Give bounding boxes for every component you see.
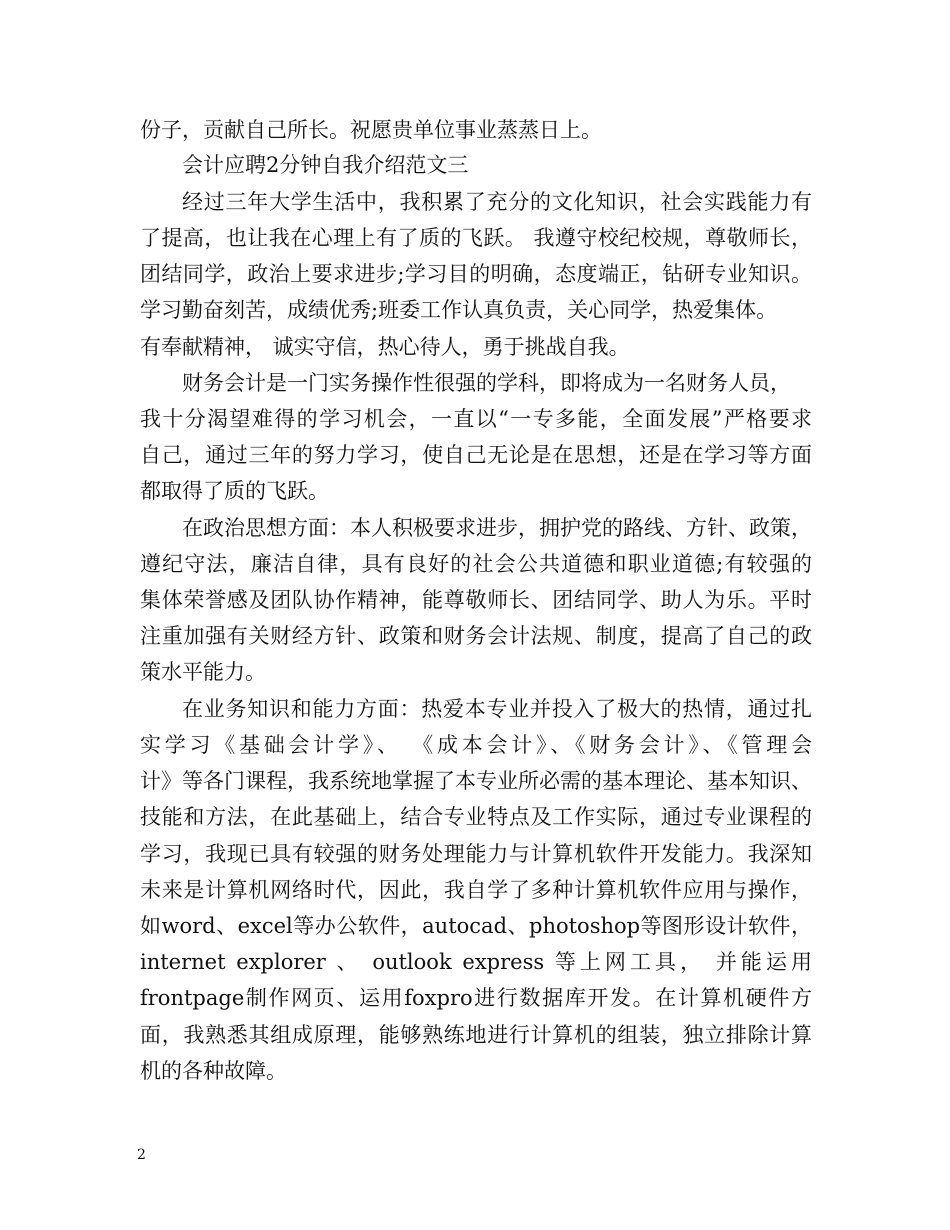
text-line: 团结同学，政治上要求进步;学习目的明确，态度端正，钻研专业知识。 xyxy=(140,262,812,286)
text-line: 注重加强有关财经方针、政策和财务会计法规、制度，提高了自己的政 xyxy=(140,624,812,648)
text-line: 遵纪守法，廉洁自律，具有良好的社会公共道德和职业道德;有较强的 xyxy=(140,552,812,576)
text-line: 技能和方法，在此基础上，结合专业特点及工作实际，通过专业课程的 xyxy=(140,805,812,829)
text-line: 如word、excel等办公软件，autocad、photoshop等图形设计软件， xyxy=(140,914,812,938)
text-line: 了提高，也让我在心理上有了质的飞跃。 我遵守校纪校规，尊敬师长， xyxy=(140,226,812,250)
text-line: 财务会计是一门实务操作性很强的学科，即将成为一名财务人员， xyxy=(182,371,791,395)
text-line: 有奉献精神， 诚实守信，热心待人，勇于挑战自我。 xyxy=(140,335,630,359)
text-line: 我十分渴望难得的学习机会，一直以“一专多能，全面发展”严格要求 xyxy=(140,407,812,431)
text-line: 在业务知识和能力方面：热爱本专业并投入了极大的热情，通过扎 xyxy=(182,697,812,721)
text-line: 集体荣誉感及团队协作精神，能尊敬师长、团结同学、助人为乐。平时 xyxy=(140,588,812,612)
text-line: 未来是计算机网络时代，因此，我自学了多种计算机软件应用与操作， xyxy=(140,878,812,902)
text-line: 都取得了质的飞跃。 xyxy=(140,479,329,503)
text-line: 实学习《基础会计学》、 《成本会计》、《财务会计》、《管理会 xyxy=(140,733,812,757)
text-line: 学习，我现已具有较强的财务处理能力与计算机软件开发能力。我深知 xyxy=(140,842,812,866)
text-line: 学习勤奋刻苦，成绩优秀;班委工作认真负责，关心同学，热爱集体。 xyxy=(140,298,778,322)
text-line: 在政治思想方面：本人积极要求进步，拥护党的路线、方针、政策， xyxy=(182,516,812,540)
section-heading: 会计应聘2分钟自我介绍范文三 xyxy=(182,153,469,177)
text-line: frontpage制作网页、运用foxpro进行数据库开发。在计算机硬件方 xyxy=(140,986,812,1010)
text-line: 计》等各门课程，我系统地掌握了本专业所必需的基本理论、基本知识、 xyxy=(140,769,812,793)
page-number: 2 xyxy=(137,1147,146,1163)
text-line: 份子，贡献自己所长。祝愿贵单位事业蒸蒸日上。 xyxy=(140,118,602,142)
text-line: 面，我熟悉其组成原理，能够熟练地进行计算机的组装，独立排除计算 xyxy=(140,1023,812,1047)
text-line: 策水平能力。 xyxy=(140,660,266,684)
text-line: 经过三年大学生活中，我积累了充分的文化知识，社会实践能力有 xyxy=(182,190,812,214)
text-line: 自己，通过三年的努力学习，使自己无论是在思想，还是在学习等方面 xyxy=(140,443,812,467)
text-line: internet explorer 、 outlook express 等上网工具， 并能运用 xyxy=(140,950,812,974)
text-line: 机的各种故障。 xyxy=(140,1059,287,1083)
